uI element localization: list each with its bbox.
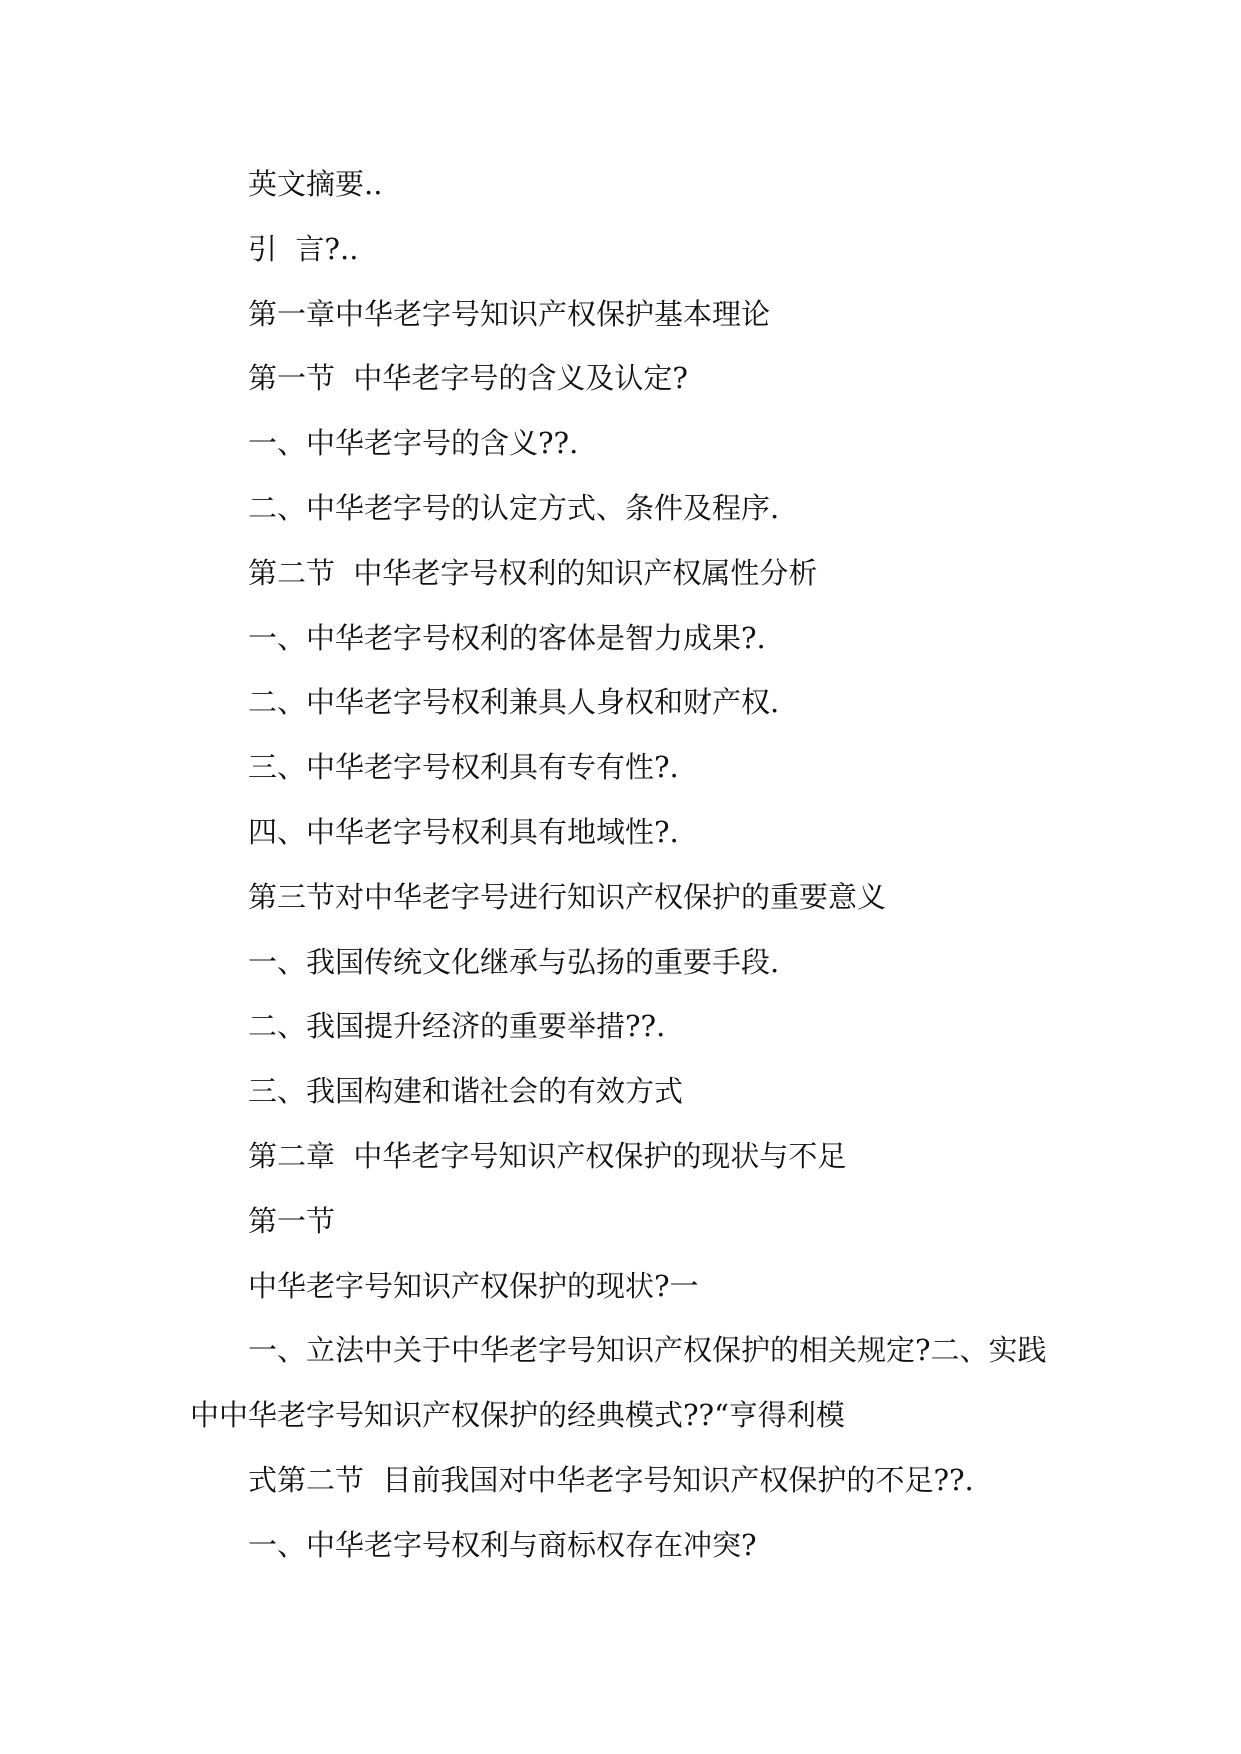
toc-entry: 中华老字号知识产权保护的现状?一 — [248, 1268, 699, 1303]
toc-entry: 二、我国提升经济的重要举措??. — [248, 1009, 666, 1044]
toc-entry: 一、中华老字号的含义??. — [248, 426, 579, 461]
toc-entry: 三、中华老字号权利具有专有性?. — [248, 750, 679, 785]
toc-chapter-2-section-1: 第一节 — [248, 1203, 336, 1238]
toc-entry: 二、中华老字号权利兼具人身权和财产权. — [248, 685, 780, 720]
toc-entry: 二、中华老字号的认定方式、条件及程序. — [248, 490, 780, 525]
toc-chapter-1-section-3: 第三节对中华老字号进行知识产权保护的重要意义 — [248, 879, 887, 914]
toc-entry: 三、我国构建和谐社会的有效方式 — [248, 1074, 684, 1109]
toc-chapter-1-section-2: 第二节 中华老字号权利的知识产权属性分析 — [248, 555, 818, 590]
toc-entry: 式第二节 目前我国对中华老字号知识产权保护的不足??. — [248, 1462, 974, 1497]
toc-entry: 一、中华老字号权利与商标权存在冲突? — [248, 1527, 757, 1562]
toc-entry-english-abstract: 英文摘要.. — [248, 167, 383, 201]
toc-entry: 一、中华老字号权利的客体是智力成果?. — [248, 620, 766, 655]
toc-chapter-1-heading: 第一章中华老字号知识产权保护基本理论 — [248, 296, 771, 331]
toc-entry: 四、中华老字号权利具有地域性?. — [248, 814, 679, 849]
toc-entry-continuation: 中中华老字号知识产权保护的经典模式??“亨得利模 — [190, 1398, 845, 1433]
toc-chapter-1-section-1: 第一节 中华老字号的含义及认定? — [248, 361, 688, 396]
toc-entry: 一、我国传统文化继承与弘扬的重要手段. — [248, 944, 780, 979]
table-of-contents — [0, 152, 1241, 1578]
toc-entry-introduction: 引 言?.. — [248, 231, 359, 266]
toc-chapter-2-heading: 第二章 中华老字号知识产权保护的现状与不足 — [248, 1138, 847, 1173]
toc-entry: 一、立法中关于中华老字号知识产权保护的相关规定?二、实践 — [248, 1333, 1047, 1368]
